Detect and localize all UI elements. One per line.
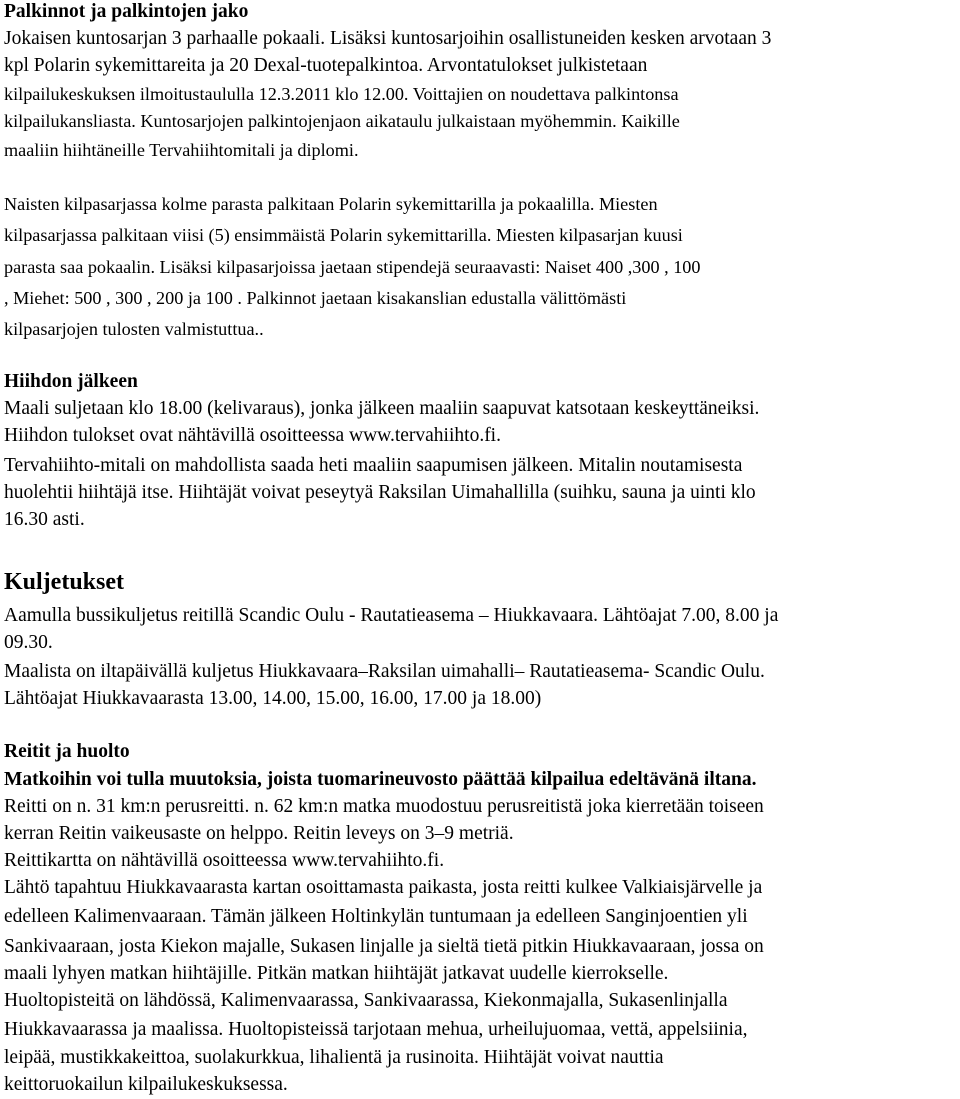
text-line: kpl Polarin sykemittareita ja 20 Dexal-tuotepalkintoa. Arvontatulokset julkistetaan — [4, 55, 648, 76]
text-line: kilpasarjojen tulosten valmistuttua.. — [4, 319, 264, 339]
text-line: 09.30. — [4, 632, 53, 653]
text-line: , Miehet: 500 , 300 , 200 ja 100 . Palkinnot jaetaan kisakanslian edustalla välittömästi — [4, 288, 627, 308]
heading-palkinnot: Palkinnot ja palkintojen jako — [4, 1, 249, 22]
notice-bold-line: Matkoihin voi tulla muutoksia, joista tuomarineuvosto päättää kilpailua edeltävänä iltana. — [4, 769, 757, 790]
text-line: kilpailukansliasta. Kuntosarjojen palkintojenjaon aikataulu julkaistaan myöhemmin. Kaikille — [4, 111, 680, 131]
text-line: Lähtöajat Hiukkavaarasta 13.00, 14.00, 15.00, 16.00, 17.00 ja 18.00) — [4, 688, 542, 709]
text-line: Hiihdon tulokset ovat nähtävillä osoitteessa www.tervahiihto.fi. — [4, 425, 501, 446]
text-line: maali lyhyen matkan hiihtäjille. Pitkän matkan hiihtäjät jatkavat uudelle kierrokselle. — [4, 963, 669, 984]
text-line: Reitti on n. 31 km:n perusreitti. n. 62 km:n matka muodostuu perusreitistä joka kierretään toiseen — [4, 796, 764, 817]
text-line: Huoltopisteitä on lähdössä, Kalimenvaarassa, Sankivaarassa, Kiekonmajalla, Sukasenlinjalla — [4, 990, 728, 1011]
text-line: Hiukkavaarassa ja maalissa. Huoltopisteissä tarjotaan mehua, urheilujuomaa, vettä, appelsiinia, — [4, 1019, 748, 1040]
heading-hiihdon-jalkeen: Hiihdon jälkeen — [4, 371, 138, 392]
text-line: Sankivaaraan, josta Kiekon majalle, Sukasen linjalle ja sieltä tietä pitkin Hiukkavaaraan, jossa on — [4, 936, 764, 957]
text-line: kilpasarjassa palkitaan viisi (5) ensimmäistä Polarin sykemittarilla. Miesten kilpasarjan kuusi — [4, 225, 683, 245]
text-line: huolehtii hiihtäjä itse. Hiihtäjät voivat peseytyä Raksilan Uimahallilla (suihku, sauna ja uinti klo — [4, 482, 756, 503]
text-line: 16.30 asti. — [4, 509, 85, 530]
text-line: parasta saa pokaalin. Lisäksi kilpasarjoissa jaetaan stipendejä seuraavasti: Naiset 400 ,300 , 100 — [4, 257, 701, 277]
text-line: kerran Reitin vaikeusaste on helppo. Reitin leveys on 3–9 metriä. — [4, 823, 514, 844]
text-line: Maalista on iltapäivällä kuljetus Hiukkavaara–Raksilan uimahalli– Rautatieasema- Scandic Oulu. — [4, 661, 765, 682]
text-line: Tervahiihto-mitali on mahdollista saada heti maaliin saapumisen jälkeen. Mitalin noutamisesta — [4, 455, 743, 476]
text-line: Jokaisen kuntosarjan 3 parhaalle pokaali. Lisäksi kuntosarjoihin osallistuneiden kesken arvotaan 3 — [4, 28, 772, 49]
text-line: Lähtö tapahtuu Hiukkavaarasta kartan osoittamasta paikasta, josta reitti kulkee Valkiaisjärvelle ja — [4, 877, 763, 898]
text-line: leipää, mustikkakeittoa, suolakurkkua, lihalientä ja rusinoita. Hiihtäjät voivat nauttia — [4, 1047, 664, 1068]
text-line: kilpailukeskuksen ilmoitustaululla 12.3.2011 klo 12.00. Voittajien on noudettava palkintonsa — [4, 84, 679, 104]
text-line: Naisten kilpasarjassa kolme parasta palkitaan Polarin sykemittarilla ja pokaalilla. Miesten — [4, 194, 658, 214]
text-line: maaliin hiihtäneille Tervahiihtomitali ja diplomi. — [4, 140, 359, 160]
text-line: keittoruokailun kilpailukeskuksessa. — [4, 1074, 288, 1095]
text-line: edelleen Kalimenvaaraan. Tämän jälkeen Holtinkylän tuntumaan ja edelleen Sanginjoentien yli — [4, 906, 748, 927]
heading-kuljetukset: Kuljetukset — [4, 569, 124, 595]
text-line: Aamulla bussikuljetus reitillä Scandic Oulu - Rautatieasema – Hiukkavaara. Lähtöajat 7.00, 8.00 ja — [4, 605, 779, 626]
text-line: Maali suljetaan klo 18.00 (kelivaraus), jonka jälkeen maaliin saapuvat katsotaan keskeyttäneiksi. — [4, 398, 760, 419]
heading-reitit: Reitit ja huolto — [4, 741, 130, 762]
text-line: Reittikartta on nähtävillä osoitteessa www.tervahiihto.fi. — [4, 850, 445, 871]
